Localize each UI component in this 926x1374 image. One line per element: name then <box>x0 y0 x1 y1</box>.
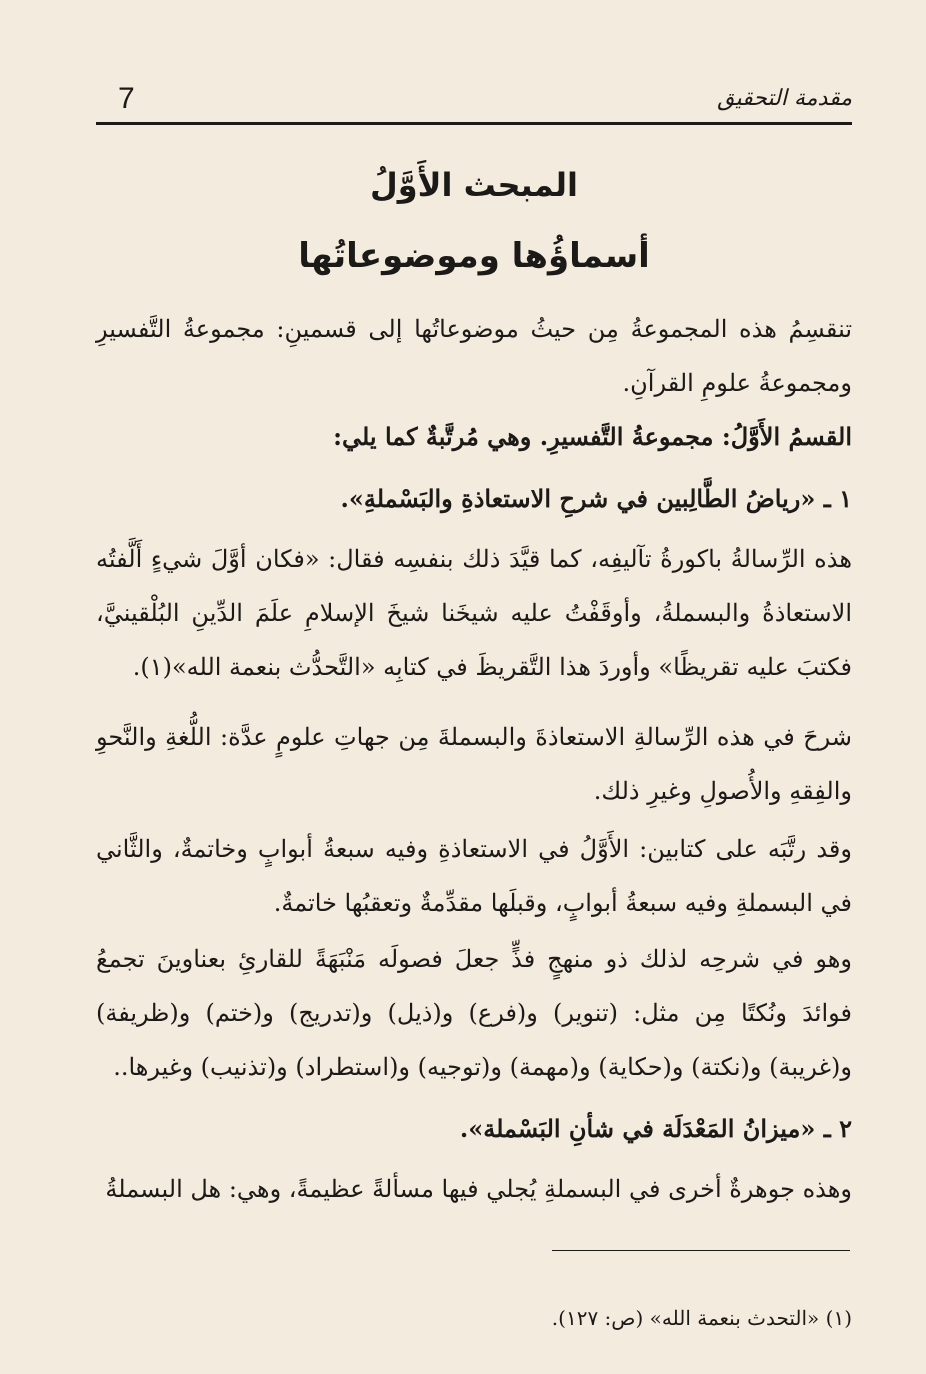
page-header <box>96 82 852 125</box>
paragraph-item-1-description: هذه الرِّسالةُ باكورةُ تآليفِه، كما قيَّدَ ذلك بنفسِه فقال: «فكان أوَّلَ شيءٍ أَلَّفتُه الاستعاذةُ والبسملةُ، وأوقَفْتُ عليه شيخَنا شيخَ الإسلامِ علَمَ الدِّينِ البُلْقينيَّ، فكتبَ عليه تقريظًا» وأوردَ هذا التَّقريظَ في كتابِه «التَّحدُّث بنعمة الله»(١). <box>96 545 852 681</box>
item-1-title: ١ ـ «رياضُ الطَّالِبين في شرحِ الاستعاذةِ والبَسْملةِ». <box>340 484 852 513</box>
item-2-title: ٢ ـ «ميزانُ المَعْدَلَة في شأنِ البَسْملة». <box>459 1114 852 1143</box>
paragraph-item-1-structure: وقد رتَّبَه على كتابين: الأَوَّلُ في الاستعاذةِ وفيه سبعةُ أبوابٍ وخاتمةٌ، والثَّاني في البسملةِ وفيه سبعةُ أبوابٍ، وقبلَها مقدِّمةٌ وتعقبُها خاتمةٌ. <box>96 835 852 917</box>
paragraph-intro: تنقسِمُ هذه المجموعةُ مِن حيثُ موضوعاتُها إلى قسمينِ: مجموعةُ التَّفسيرِ ومجموعةُ علومِ القرآنِ. <box>96 315 852 397</box>
paragraph-item-1-method: وهو في شرحِه لذلك ذو منهجٍ فذٍّ جعلَ فصولَه مَنْبَهَةً للقارئِ بعناوينَ تجمعُ فوائدَ ونُكتًا مِن مثل: (تنوير) و(فرع) و(ذيل) و(تدريج) و(ختم) و(ظريفة) و(غريبة) و(نكتة) و(حكاية) و(مهمة) و(توجيه) و(استطراد) و(تذنيب) وغيرها.. <box>96 945 852 1081</box>
footnote-separator <box>552 1250 850 1251</box>
running-title: مقدمة التحقيق <box>717 86 852 111</box>
footnote: (١) «التحدث بنعمة الله» (ص: ١٢٧). <box>551 1306 852 1330</box>
paragraph-item-2-description: وهذه جوهرةٌ أخرى في البسملةِ يُجلي فيها مسألةً عظيمةً، وهي: هل البسملةُ <box>105 1175 852 1203</box>
section-subtitle: أسماؤُها وموضوعاتُها <box>298 236 650 276</box>
page-number: 7 <box>118 82 135 115</box>
section-heading: المبحث الأَوَّلُ <box>369 166 579 204</box>
paragraph-item-1-content: شرحَ في هذه الرِّسالةِ الاستعاذةَ والبسملةَ مِن جهاتِ علومٍ عدَّة: اللُّغةِ والنَّحوِ والفِقهِ والأُصولِ وغيرِ ذلك. <box>96 723 852 805</box>
paragraph-part-one: القسمُ الأَوَّلُ: مجموعةُ التَّفسيرِ. وهي مُرتَّبةٌ كما يلي: <box>333 422 852 451</box>
